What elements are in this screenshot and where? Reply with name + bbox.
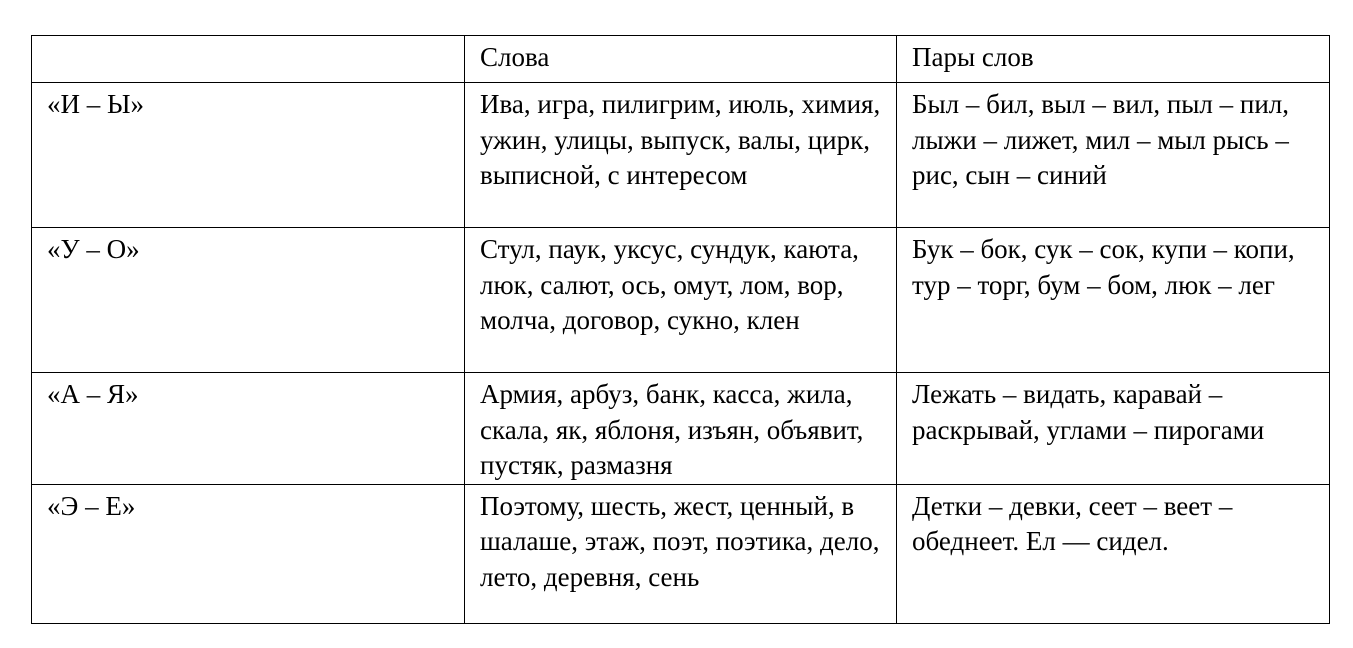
row-pairs: Бук – бок, сук – сок, купи – копи, тур – торг, бум – бом, люк – лег xyxy=(897,228,1330,373)
table-row xyxy=(32,228,1330,373)
table-row xyxy=(32,83,1330,228)
row-label: «И – Ы» xyxy=(32,83,465,228)
row-pairs: Лежать – видать, каравай – раскрывай, углами – пирогами xyxy=(897,373,1330,485)
row-words: Поэтому, шесть, жест, ценный, в шалаше, этаж, поэт, поэтика, дело, лето, деревня, сень xyxy=(465,484,897,623)
header-word-pairs: Пары слов xyxy=(897,36,1330,83)
table-row xyxy=(32,373,1330,485)
row-pairs: Был – бил, выл – вил, пыл – пил, лыжи – лижет, мил – мыл рысь – рис, сын – синий xyxy=(897,83,1330,228)
row-words: Армия, арбуз, банк, касса, жила, скала, як, яблоня, изъян, объявит, пустяк, размазня xyxy=(465,373,897,485)
table-row xyxy=(32,484,1330,623)
row-label: «Э – Е» xyxy=(32,484,465,623)
row-words: Стул, паук, уксус, сундук, каюта, люк, салют, ось, омут, лом, вор, молча, договор, сукно, клен xyxy=(465,228,897,373)
vowel-pairs-table xyxy=(31,35,1330,624)
row-label: «У – О» xyxy=(32,228,465,373)
row-words: Ива, игра, пилигрим, июль, химия, ужин, улицы, выпуск, валы, цирк, выписной, с интересом xyxy=(465,83,897,228)
header-empty-cell xyxy=(32,36,465,83)
header-words: Слова xyxy=(465,36,897,83)
table-header-row xyxy=(32,36,1330,83)
row-pairs: Детки – девки, сеет – веет – обеднеет. Ел — сидел. xyxy=(897,484,1330,623)
row-label: «А – Я» xyxy=(32,373,465,485)
